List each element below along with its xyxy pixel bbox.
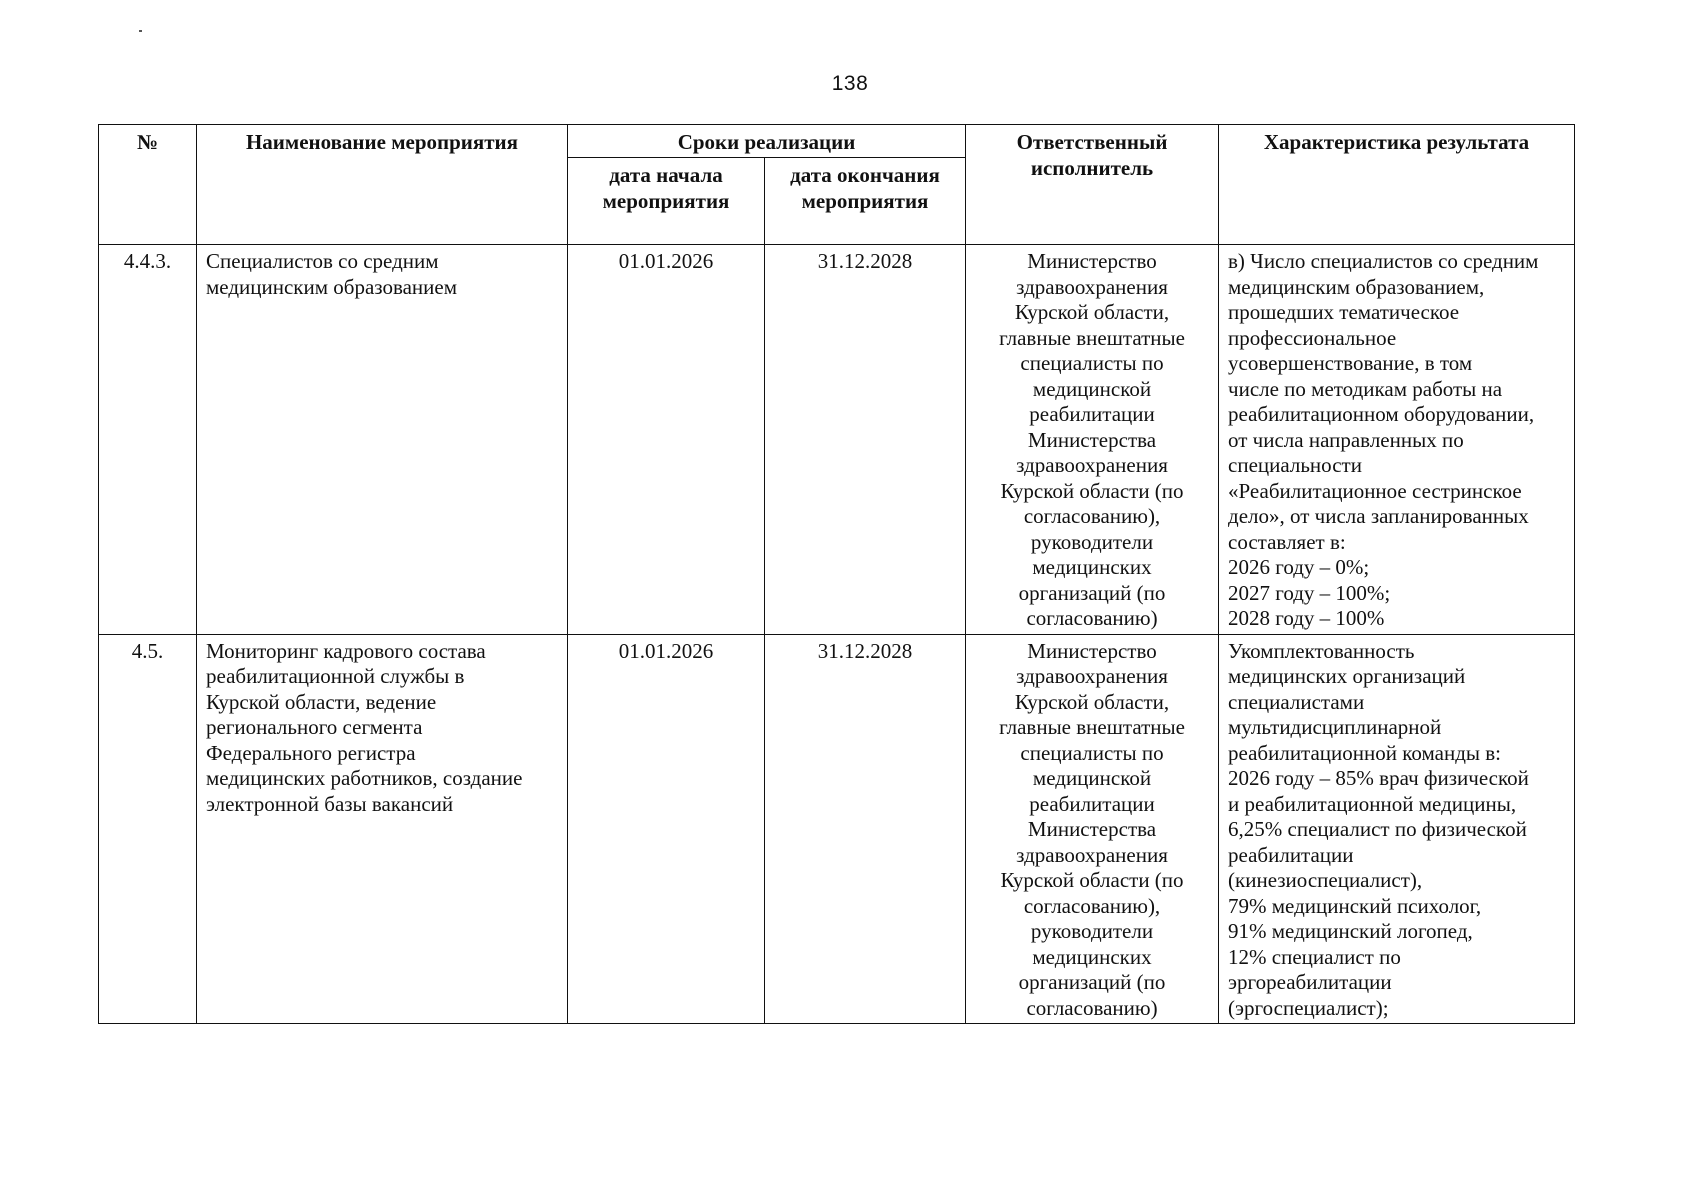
text-line: реабилитации	[1228, 842, 1354, 867]
text-line: регионального сегмента	[206, 715, 423, 739]
text-line: медицинской	[1032, 766, 1152, 790]
text-line: специалистами	[1228, 689, 1365, 714]
header-responsible	[966, 125, 1219, 245]
responsible-party	[966, 634, 1219, 1024]
text-line: главные внештатные	[999, 715, 1185, 739]
activity-name	[197, 245, 568, 635]
text-line: Министерство	[1027, 638, 1157, 663]
start-date: 01.01.2026	[568, 634, 765, 1024]
result-description	[1219, 634, 1575, 1024]
text-line: главные внештатные	[999, 325, 1185, 350]
text-line: (эргоспециалист);	[1228, 995, 1389, 1020]
text-line: «Реабилитационное сестринское	[1228, 478, 1522, 503]
text-line: прошедших тематическое	[1228, 300, 1460, 324]
text-line: медицинских	[1032, 555, 1152, 579]
header-start-date	[568, 158, 765, 245]
text-line: здравоохранения	[1016, 664, 1168, 688]
text-line: реабилитации	[1029, 791, 1155, 816]
text-line: 79% медицинский психолог,	[1228, 893, 1482, 918]
header-num: №	[99, 125, 197, 245]
text-line: специальности	[1228, 453, 1362, 477]
text-line: реабилитации	[1029, 402, 1155, 426]
text-line: руководители	[1030, 529, 1154, 554]
text-line: 12% специалист по	[1228, 944, 1401, 969]
text-line: Мониторинг кадрового состава	[206, 638, 486, 663]
end-date: 31.12.2028	[765, 245, 966, 635]
text-line: 91% медицинский логопед,	[1228, 919, 1473, 943]
text-line: 2026 году – 0%;	[1228, 555, 1370, 579]
header-end-date	[765, 158, 966, 245]
text-line: от числа направленных по	[1228, 427, 1464, 452]
row-number: 4.4.3.	[99, 245, 197, 635]
text-line: Курской области (по	[1000, 868, 1184, 892]
text-line: Федерального регистра	[206, 740, 416, 765]
page-number: 138	[831, 72, 869, 95]
text-line: 2028 году – 100%	[1228, 606, 1385, 630]
text-line: и реабилитационной медицины,	[1228, 791, 1517, 816]
text-line: электронной базы вакансий	[206, 791, 454, 816]
row-number: 4.5.	[99, 634, 197, 1024]
header-name: Наименование мероприятия	[197, 125, 568, 245]
text-line: специалисты по	[1020, 351, 1164, 375]
text-line: здравоохранения	[1016, 274, 1168, 299]
end-date: 31.12.2028	[765, 634, 966, 1024]
header-result: Характеристика результата	[1219, 125, 1575, 245]
text-line: медицинских работников, создание	[206, 766, 523, 790]
text-line: Министерства	[1027, 817, 1157, 841]
text-line: специалисты по	[1020, 740, 1164, 765]
text-line: здравоохранения	[1016, 842, 1168, 867]
text-line: реабилитационном оборудовании,	[1228, 402, 1535, 426]
text-line: Курской области (по	[1000, 478, 1184, 503]
text-line: медицинским образованием,	[1228, 274, 1485, 299]
header-responsible-line: исполнитель	[1030, 156, 1154, 180]
text-line: 2027 году – 100%;	[1228, 580, 1391, 605]
text-line: согласованию),	[1023, 893, 1161, 918]
text-line: согласованию),	[1023, 504, 1161, 528]
text-line: Специалистов со средним	[206, 249, 439, 273]
text-line: профессиональное	[1228, 325, 1397, 350]
text-line: 2026 году – 85% врач физической	[1228, 766, 1529, 790]
text-line: организаций (по	[1018, 970, 1166, 994]
text-line: Укомплектованность	[1228, 638, 1415, 663]
text-line: медицинских	[1032, 944, 1152, 969]
header-period: Сроки реализации	[568, 125, 966, 158]
header-row	[99, 125, 1575, 158]
text-line: здравоохранения	[1016, 453, 1168, 477]
header-start-line: дата начала	[609, 163, 723, 187]
text-line: усовершенствование, в том	[1228, 351, 1473, 375]
header-end-line: мероприятия	[801, 189, 929, 213]
scan-speck	[139, 30, 142, 32]
responsible-party	[966, 245, 1219, 635]
text-line: организаций (по	[1018, 580, 1166, 605]
text-line: руководители	[1030, 919, 1154, 943]
text-line: медицинским образованием	[206, 274, 457, 299]
text-line: реабилитационной службы в	[206, 664, 465, 688]
table-row	[99, 634, 1575, 1024]
activities-table	[98, 124, 1575, 1024]
text-line: (кинезиоспециалист),	[1228, 868, 1423, 892]
text-line: Министерства	[1027, 427, 1157, 452]
text-line: Министерство	[1027, 249, 1157, 273]
text-line: числе по методикам работы на	[1228, 376, 1503, 401]
text-line: составляет в:	[1228, 529, 1346, 554]
text-line: 6,25% специалист по физической	[1228, 817, 1527, 841]
header-responsible-line: Ответственный	[1016, 130, 1168, 154]
text-line: Курской области,	[1014, 300, 1170, 324]
start-date: 01.01.2026	[568, 245, 765, 635]
text-line: реабилитационной команды в:	[1228, 740, 1501, 765]
text-line: дело», от числа запланированных	[1228, 504, 1529, 528]
text-line: мультидисциплинарной	[1228, 715, 1442, 739]
header-start-line: мероприятия	[602, 189, 730, 213]
header-end-line: дата окончания	[790, 163, 940, 187]
table-row	[99, 245, 1575, 635]
text-line: согласованию)	[1026, 995, 1158, 1020]
result-description	[1219, 245, 1575, 635]
text-line: Курской области,	[1014, 689, 1170, 714]
text-line: эргореабилитации	[1228, 970, 1392, 994]
text-line: согласованию)	[1026, 606, 1158, 630]
text-line: медицинской	[1032, 376, 1152, 401]
text-line: в) Число специалистов со средним	[1228, 249, 1539, 273]
text-line: медицинских организаций	[1228, 664, 1466, 688]
activity-name	[197, 634, 568, 1024]
text-line: Курской области, ведение	[206, 689, 437, 714]
